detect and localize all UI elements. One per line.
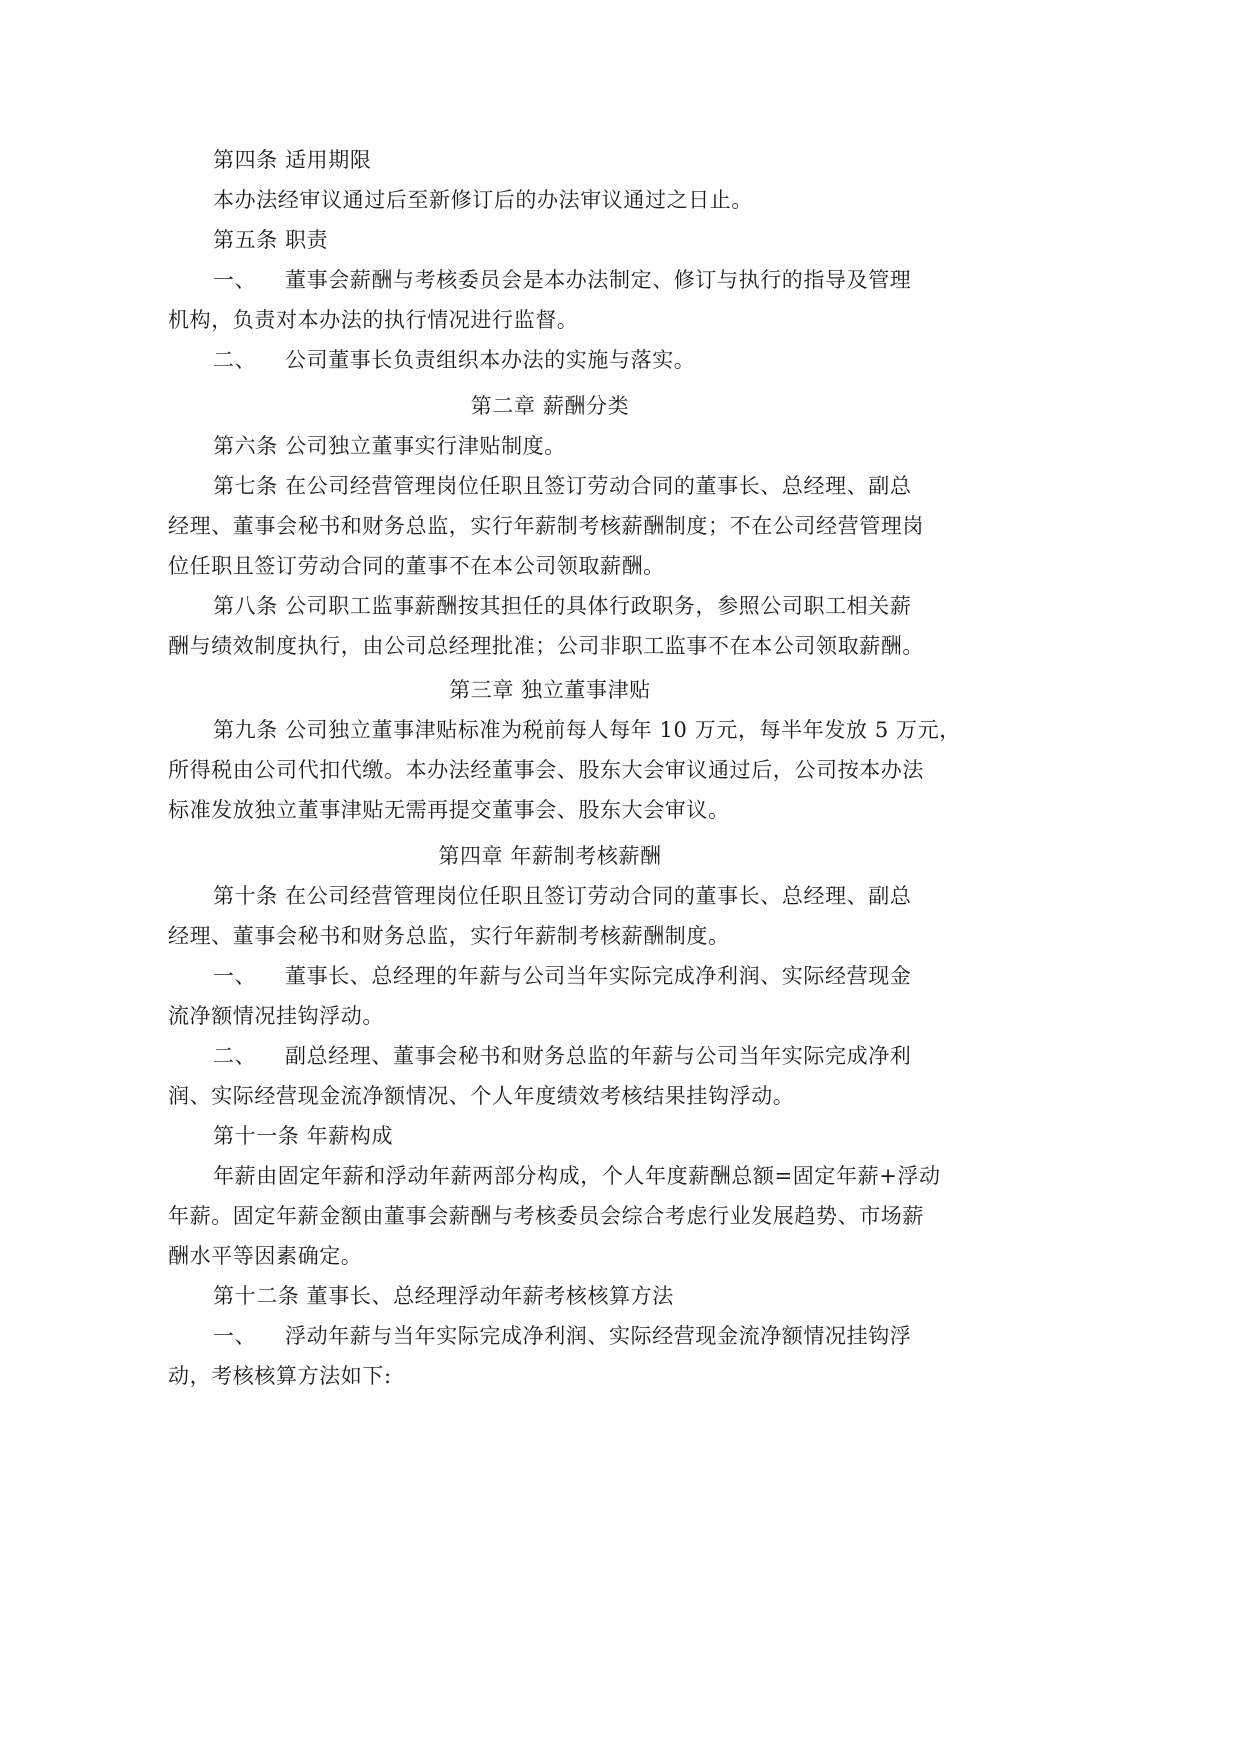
- article-12-heading: 第十二条 董事长、总经理浮动年薪考核核算方法: [213, 1284, 674, 1308]
- article-10-item-1-cont: 流净额情况挂钩浮动。: [168, 1004, 384, 1028]
- item-text: 公司董事长负责组织本办法的实施与落实。: [285, 348, 696, 372]
- chapter-2-title: 第二章 薪酬分类: [470, 394, 630, 418]
- article-5-heading: 第五条 职责: [213, 228, 329, 252]
- item-number: 二、: [213, 1044, 257, 1068]
- item-text: 副总经理、董事会秘书和财务总监的年薪与公司当年实际完成净利: [285, 1044, 912, 1068]
- item-text: 董事长、总经理的年薪与公司当年实际完成净利润、实际经营现金: [285, 964, 912, 988]
- article-11-line-3: 酬水平等因素确定。: [168, 1244, 363, 1268]
- article-4-text: 本办法经审议通过后至新修订后的办法审议通过之日止。: [213, 188, 753, 212]
- article-9-line-3: 标准发放独立董事津贴无需再提交董事会、股东大会审议。: [168, 798, 730, 822]
- article-5-item-1: [213, 267, 911, 293]
- article-7-line-3: 位任职且签订劳动合同的董事不在本公司领取薪酬。: [168, 554, 665, 578]
- article-6: 第六条 公司独立董事实行津贴制度。: [213, 434, 566, 458]
- chapter-3-title: 第三章 独立董事津贴: [449, 678, 651, 702]
- article-8-line-1: 第八条 公司职工监事薪酬按其担任的具体行政职务，参照公司职工相关薪: [213, 594, 912, 618]
- item-number: 一、: [213, 964, 257, 988]
- article-5-item-1-cont: 机构，负责对本办法的执行情况进行监督。: [168, 308, 579, 332]
- article-9-line-1: 第九条 公司独立董事津贴标准为税前每人每年 10 万元，每半年发放 5 万元，: [213, 718, 961, 742]
- article-8-line-2: 酬与绩效制度执行，由公司总经理批准；公司非职工监事不在本公司领取薪酬。: [168, 634, 924, 658]
- article-12-item-1-cont: 动，考核核算方法如下:: [168, 1364, 392, 1388]
- item-text: 浮动年薪与当年实际完成净利润、实际经营现金流净额情况挂钩浮: [285, 1324, 912, 1348]
- article-9-line-2: 所得税由公司代扣代缴。本办法经董事会、股东大会审议通过后，公司按本办法: [168, 758, 924, 782]
- article-7-line-2: 经理、董事会秘书和财务总监，实行年薪制考核薪酬制度；不在公司经营管理岗: [168, 514, 924, 538]
- article-12-item-1: [213, 1323, 911, 1349]
- item-number: 一、: [213, 1324, 257, 1348]
- article-10-item-2-cont: 润、实际经营现金流净额情况、个人年度绩效考核结果挂钩浮动。: [168, 1084, 795, 1108]
- article-10-line-1: 第十条 在公司经营管理岗位任职且签订劳动合同的董事长、总经理、副总: [213, 884, 912, 908]
- chapter-4-title: 第四章 年薪制考核薪酬: [438, 844, 662, 868]
- article-5-item-2: [213, 347, 695, 373]
- item-text: 董事会薪酬与考核委员会是本办法制定、修订与执行的指导及管理: [285, 268, 912, 292]
- article-10-item-2: [213, 1043, 911, 1069]
- article-10-item-1: [213, 963, 911, 989]
- article-10-line-2: 经理、董事会秘书和财务总监，实行年薪制考核薪酬制度。: [168, 924, 730, 948]
- article-4-heading: 第四条 适用期限: [213, 148, 372, 172]
- item-number: 二、: [213, 348, 257, 372]
- article-11-heading: 第十一条 年薪构成: [213, 1124, 394, 1148]
- article-11-line-2: 年薪。固定年薪金额由董事会薪酬与考核委员会综合考虑行业发展趋势、市场薪: [168, 1204, 924, 1228]
- article-7-line-1: 第七条 在公司经营管理岗位任职且签订劳动合同的董事长、总经理、副总: [213, 474, 912, 498]
- article-11-line-1: 年薪由固定年薪和浮动年薪两部分构成，个人年度薪酬总额=固定年薪+浮动: [213, 1164, 941, 1188]
- item-number: 一、: [213, 268, 257, 292]
